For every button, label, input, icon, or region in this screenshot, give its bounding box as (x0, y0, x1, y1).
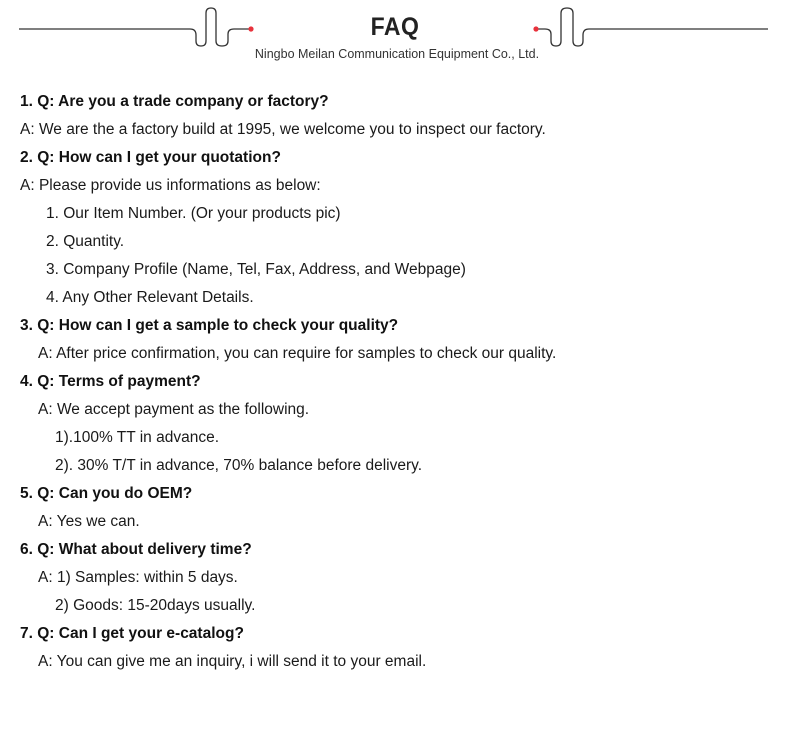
faq-answer-2-item: 2. Quantity. (46, 233, 125, 250)
faq-question-4: 4. Q: Terms of payment? (20, 373, 201, 390)
faq-answer-7: A: You can give me an inquiry, i will send it to your email. (38, 653, 427, 670)
faq-answer-2-item: 4. Any Other Relevant Details. (46, 289, 254, 306)
faq-answer-1: A: We are the a factory build at 1995, we welcome you to inspect our factory. (20, 121, 546, 138)
faq-header (0, 0, 790, 70)
faq-list (20, 88, 780, 676)
faq-answer-2-item: 3. Company Profile (Name, Tel, Fax, Address, and Webpage) (46, 261, 466, 278)
faq-question-5: 5. Q: Can you do OEM? (20, 485, 193, 502)
company-name: Ningbo Meilan Communication Equipment Co., Ltd. (254, 47, 540, 61)
faq-question-1: 1. Q: Are you a trade company or factory? (20, 93, 329, 110)
faq-answer-2: A: Please provide us informations as below: (20, 177, 321, 194)
faq-answer-6-item: 2) Goods: 15-20days usually. (55, 597, 256, 614)
faq-answer-4-item: 2). 30% T/T in advance, 70% balance before delivery. (55, 457, 423, 474)
faq-answer-5: A: Yes we can. (38, 513, 140, 530)
faq-question-7: 7. Q: Can I get your e-catalog? (20, 625, 244, 642)
faq-question-3: 3. Q: How can I get a sample to check your quality? (20, 317, 399, 334)
faq-answer-3: A: After price confirmation, you can require for samples to check our quality. (38, 345, 557, 362)
faq-question-2: 2. Q: How can I get your quotation? (20, 149, 281, 166)
faq-answer-4: A: We accept payment as the following. (38, 401, 310, 418)
faq-answer-6: A: 1) Samples: within 5 days. (38, 569, 238, 586)
faq-answer-4-item: 1).100% TT in advance. (55, 429, 219, 446)
faq-answer-2-item: 1. Our Item Number. (Or your products pic) (46, 205, 341, 222)
page-title: FAQ (370, 13, 420, 41)
faq-question-6: 6. Q: What about delivery time? (20, 541, 252, 558)
